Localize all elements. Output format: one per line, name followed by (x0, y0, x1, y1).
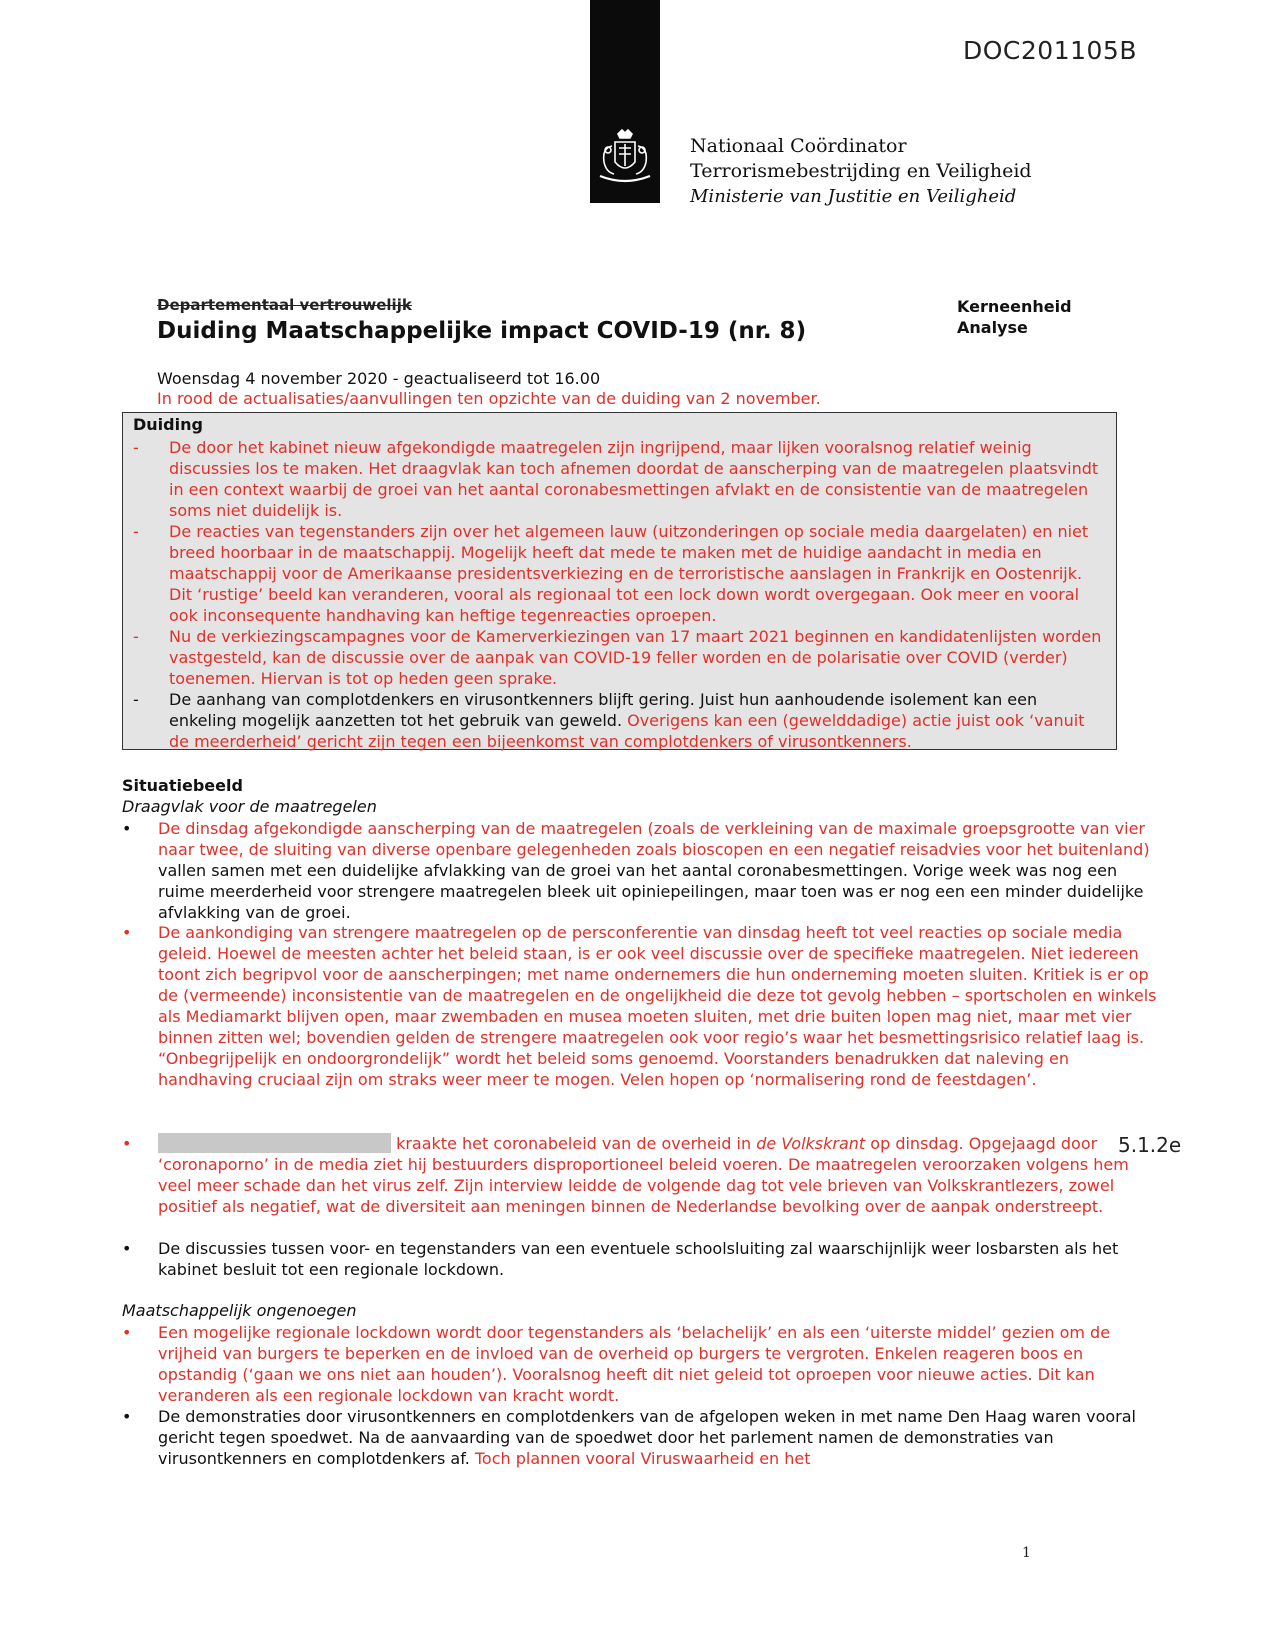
list-item-text-red: De dinsdag afgekondigde aanscherping van de maatregelen (zoals de verkleining van de maximale groepsgrootte van vier naar twee, de sluiting van diverse openbare gelegenheden zoals bioscopen en een negatief reisadvies voor het buitenland) (158, 819, 1150, 859)
organisation-block (690, 134, 1032, 209)
dash-marker: - (133, 627, 139, 646)
classification-label: Departementaal vertrouwelijk (157, 296, 412, 314)
ministry-name: Ministerie van Justitie en Veiligheid (690, 186, 1017, 207)
redaction-ground-code: 5.1.2e (1118, 1133, 1182, 1157)
unit-label (957, 296, 1072, 338)
date-line: Woensdag 4 november 2020 - geactualiseerd tot 16.00 (157, 369, 601, 388)
redaction-block (158, 1133, 391, 1153)
unit-line1: Kerneenheid (957, 297, 1072, 316)
unit-line2: Analyse (957, 318, 1028, 337)
newspaper-name: de Volkskrant (756, 1134, 866, 1153)
duiding-item-text-red: Overigens kan een (gewelddadige) actie juist ook ‘vanuit de meerderheid’ gericht zijn tegen een bijeenkomst van complotdenkers of virusontkenners. (169, 711, 1085, 751)
bullet-marker: • (122, 1134, 132, 1153)
list-item-text: De discussies tussen voor- en tegenstanders van een eventuele schoolsluiting zal waarschijnlijk weer losbarsten als het kabinet besluit tot een regionale lockdown. (158, 1239, 1119, 1279)
duiding-heading: Duiding (133, 415, 203, 434)
org-name-line1: Nationaal Coördinator (690, 135, 907, 157)
list-item-text (158, 1406, 1158, 1469)
section-heading-situatiebeeld: Situatiebeeld (122, 776, 243, 795)
document-title: Duiding Maatschappelijke impact COVID-19 (nr. 8) (157, 318, 807, 344)
subheading-ongenoegen: Maatschappelijk ongenoegen (122, 1301, 357, 1320)
bullet-marker: • (122, 1239, 132, 1258)
page-number: 1 (1022, 1545, 1031, 1561)
subheading-draagvlak: Draagvlak voor de maatregelen (122, 797, 377, 816)
bullet-marker: • (122, 1323, 132, 1342)
list-item-text (158, 818, 1158, 923)
list-item-text-black: De demonstraties door virusontkenners en complotdenkers van de afgelopen weken in met name Den Haag waren vooral gericht tegen spoedwet. Na de aanvaarding van de spoedwet door het parlement namen de demonstraties van virusontkenners en complotdenkers af. (158, 1407, 1136, 1468)
list-item-text: Een mogelijke regionale lockdown wordt door tegenstanders als ‘belachelijk’ en als een ‘uiterste middel’ gezien om de vrijheid van burgers te beperken en de invloed van de overheid op burgers te vergroten. Enkelen reageren boos en opstandig (‘gaan we ons niet aan houden’). Vooralsnog heeft dit niet geleid tot oproepen voor nieuwe acties. Dit kan veranderen als een regionale lockdown van kracht wordt. (158, 1323, 1111, 1405)
dash-marker: - (133, 438, 139, 457)
duiding-item-text: De reacties van tegenstanders zijn over het algemeen lauw (uitzonderingen op sociale media daargelaten) en niet breed hoorbaar in de maatschappij. Mogelijk heeft dat mede te maken met de huidige aandacht in media en maatschappij voor de Amerikaanse presidentsverkiezing en de terroristische aanslagen in Frankrijk en Oostenrijk. Dit ‘rustige’ beeld kan veranderen, vooral als regionaal tot een lock down wordt overgegaan. Ook meer en vooral ook inconsequente handhaving kan heftige tegenreacties oproepen. (169, 522, 1089, 625)
list-item-text-part: kraakte het coronabeleid van de overheid in (391, 1134, 757, 1153)
list-item-text-black: vallen samen met een duidelijke afvlakking van de groei van het aantal coronabesmettingen. Vorige week was nog een ruime meerderheid voor strengere maatregelen bleek uit opiniepeilingen, maar toen was er nog een een minder duidelijke afvlakking van de groei. (158, 861, 1144, 922)
duiding-box (122, 412, 1117, 750)
bullet-marker: • (122, 819, 132, 838)
dash-marker: - (133, 690, 139, 709)
document-id: DOC201105B (963, 36, 1137, 65)
bullet-marker: • (122, 923, 132, 942)
duiding-item-text: De door het kabinet nieuw afgekondigde maatregelen zijn ingrijpend, maar lijken vooralsnog relatief weinig discussies los te maken. Het draagvlak kan toch afnemen doordat de aanscherping van de maatregelen plaatsvindt in een context waarbij de groei van het aantal coronabesmettingen afvlakt en de consistentie van de maatregelen soms niet duidelijk is. (169, 438, 1099, 520)
list-item-text: De aankondiging van strengere maatregelen op de persconferentie van dinsdag heeft tot veel reacties op sociale media geleid. Hoewel de meesten achter het beleid staan, is er ook veel discussie over de specifieke maatregelen. Niet iedereen toont zich begripvol voor de aanscherpingen; met name ondernemers die hun onderneming moeten sluiten. Kritiek is er op de (vermeende) inconsistentie van de maatregelen en de ongelijkheid die deze tot gevolg hebben – sportscholen en winkels als Mediamarkt blijven open, maar zwembaden en musea moeten sluiten, met drie buiten lopen mag niet, maar met vier binnen zitten wel; bovendien gelden de strengere maatregelen ook voor regio’s waar het besmettingsrisico relatief laag is. “Onbegrijpelijk en ondoorgrondelijk” wordt het beleid soms genoemd. Voorstanders benadrukken dat naleving en handhaving cruciaal zijn om straks weer meer te mogen. Velen hopen op ‘normalisering rond de feestdagen’. (158, 923, 1157, 1089)
org-name-line2: Terrorismebestrijding en Veiligheid (690, 160, 1032, 182)
list-item-text (158, 1133, 1158, 1217)
bullet-marker: • (122, 1407, 132, 1426)
update-note: In rood de actualisaties/aanvullingen ten opzichte van de duiding van 2 november. (157, 389, 821, 408)
rijksoverheid-logo (590, 0, 660, 203)
dash-marker: - (133, 522, 139, 541)
duiding-item-text: Nu de verkiezingscampagnes voor de Kamerverkiezingen van 17 maart 2021 beginnen en kandidatenlijsten worden vastgesteld, kan de discussie over de aanpak van COVID-19 feller worden en de polarisatie over COVID (verder) toenemen. Hiervan is tot op heden geen sprake. (169, 627, 1102, 688)
list-item-text-part: op dinsdag. Opgejaagd door ‘coronaporno’ in de media ziet hij bestuurders disproportioneel beleid voeren. De maatregelen veroorzaken volgens hem veel meer schade dan het virus zelf. Zijn interview leidde de volgende dag tot vele brieven van Volkskrantlezers, zowel positief als negatief, wat de diversiteit aan meningen binnen de Nederlandse bevolking over de aanpak onderstreept. (158, 1134, 1129, 1216)
duiding-item-text (169, 689, 1109, 752)
duiding-item-text-black: De aanhang van complotdenkers en virusontkenners blijft gering. Juist hun aanhoudende isolement kan een enkeling mogelijk aanzetten tot het gebruik van geweld. (169, 690, 1038, 730)
list-item-text-red: Toch plannen vooral Viruswaarheid en het (469, 1449, 811, 1468)
coat-of-arms-icon (594, 128, 656, 188)
